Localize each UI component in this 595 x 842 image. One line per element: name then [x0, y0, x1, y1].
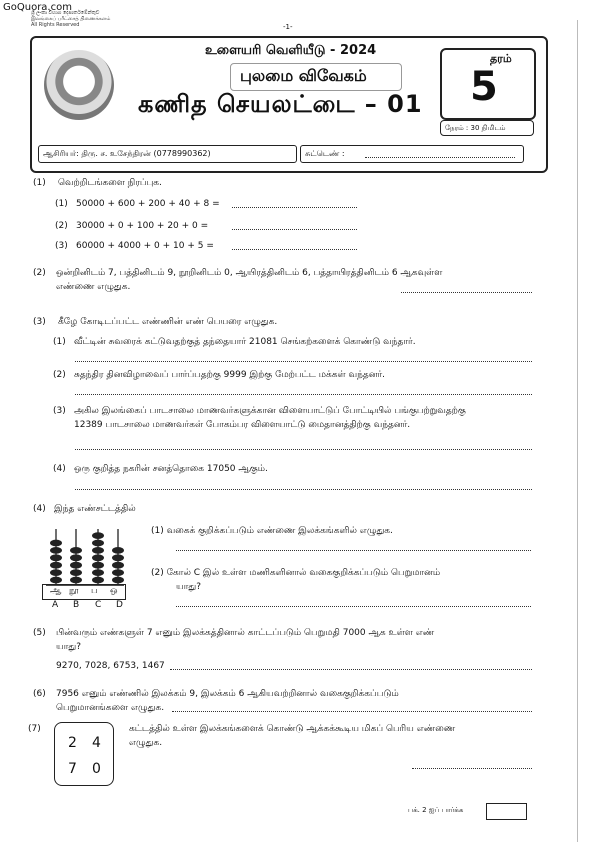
q1-number: (1): [33, 178, 46, 188]
q1-item-2-answer-line[interactable]: [232, 229, 357, 230]
abacus-bead: [92, 569, 104, 576]
corner-line-2: இலங்கைப் பரீட்சைத் திணைக்களம்: [31, 16, 111, 22]
grade-number: 5: [470, 64, 498, 110]
q4-sub-2-line-1: (2) கோல் C இல் உள்ள மணிகளினால் வகைகுறிக்கப்படும் பெறுமானம்: [151, 568, 441, 578]
q5-answer-line[interactable]: [170, 669, 532, 670]
q1-item-3-answer-line[interactable]: [232, 249, 357, 250]
footer-box: [486, 803, 527, 820]
teacher-box: ஆசிரியர்: திரு. ச. உசேந்திரன் (0778990362): [38, 145, 297, 163]
school-logo-icon: [44, 50, 114, 120]
q3-item-4-text: ஒரு குறித்த நகரின் சனத்தொகை 17050 ஆகும்.: [74, 464, 268, 474]
q5-line-1: பின்வரும் எண்களுள் 7 எனும் இலக்கத்தினால் காட்டப்படும் பெறுமதி 7000 ஆக உள்ள எண்: [56, 628, 435, 638]
q1-item-3-expression: 60000 + 4000 + 0 + 10 + 5 =: [76, 241, 214, 251]
q4-number: (4): [33, 504, 46, 514]
abacus-bead: [92, 532, 104, 539]
rod-label-c: C: [95, 600, 102, 610]
series-title: உளையரி வெளியீடு - 2024: [205, 43, 377, 58]
digit-bottom-left: 7: [68, 761, 77, 777]
abacus-bead: [50, 577, 62, 584]
q4-sub-2-answer-line[interactable]: [176, 606, 531, 607]
q3-item-2-text: சுதந்திர தினவிழாவைப் பார்ப்பதற்கு 9999 இற்கு மேற்பட்ட மக்கள் வந்தனர்.: [74, 370, 386, 380]
q1-text: வெற்றிடங்களை நிரப்புக.: [58, 178, 162, 188]
place-label-ones: ஒ: [110, 586, 118, 596]
rod-label-a: A: [52, 600, 59, 610]
corner-line-1: ශ්‍රී ලංකා විභාග දෙපාර්තමේන්තුව: [31, 10, 100, 16]
q1-item-3-number: (3): [55, 241, 68, 251]
abacus-bead: [70, 569, 82, 576]
q6-line-1: 7956 எனும் எண்ணில் இலக்கம் 9, இலக்கம் 6 ஆகியவற்றினால் வகைகுறிக்கப்படும்: [56, 689, 399, 699]
index-number-box[interactable]: [300, 145, 524, 163]
q3-item-1-number: (1): [53, 337, 66, 347]
q3-item-3-answer-line[interactable]: [75, 449, 532, 450]
q3-item-1-answer-line[interactable]: [75, 361, 532, 362]
q5-number: (5): [33, 628, 46, 638]
abacus-bead: [92, 562, 104, 569]
site-watermark: GoQuora.com: [3, 2, 72, 13]
q7-number: (7): [28, 724, 41, 734]
q6-answer-line[interactable]: [172, 711, 532, 712]
abacus-bead: [92, 577, 104, 584]
q5-numbers: 9270, 7028, 6753, 1467: [56, 661, 165, 671]
q4-sub-1-answer-line[interactable]: [176, 550, 531, 551]
digit-top-right: 4: [92, 735, 101, 751]
q3-number: (3): [33, 317, 46, 327]
abacus-bead: [50, 569, 62, 576]
digit-top-left: 2: [68, 735, 77, 751]
abacus-bead: [70, 554, 82, 561]
q7-line-2: எழுதுக.: [129, 738, 163, 748]
abacus-bead: [70, 577, 82, 584]
rod-label-b: B: [73, 600, 80, 610]
place-label-thousands: ஆ: [50, 586, 62, 596]
q3-item-3-line-2: 12389 பாடசாலை மாணவர்கள் போகம்பர விளையாட்டு மைதானத்திற்கு வந்தனர்.: [74, 420, 411, 430]
q3-item-4-answer-line[interactable]: [75, 489, 532, 490]
q1-item-1-answer-line[interactable]: [232, 207, 357, 208]
abacus-bead: [112, 562, 124, 569]
q4-text: இந்த எண்சட்டத்தில்: [54, 504, 136, 514]
corner-line-3: All Rights Reserved: [31, 22, 80, 28]
q7-line-1: கட்டத்தில் உள்ள இலக்கங்களைக் கொண்டு ஆக்கக்கூடிய மிகப் பெரிய எண்ணை: [129, 724, 456, 734]
abacus-bead: [92, 540, 104, 547]
q7-answer-line[interactable]: [412, 768, 532, 769]
q3-item-4-number: (4): [53, 464, 66, 474]
abacus-bead: [50, 554, 62, 561]
q2-number: (2): [33, 268, 46, 278]
abacus-bead: [50, 540, 62, 547]
abacus-rods: [50, 529, 124, 585]
corner-notice: [31, 10, 110, 28]
digit-bottom-right: 0: [92, 761, 101, 777]
program-title: புலமை விவேகம்: [240, 66, 367, 85]
abacus-bead: [50, 547, 62, 554]
q4-sub-2-line-2: யாது?: [176, 582, 202, 592]
abacus-bead: [92, 547, 104, 554]
page-margin-line: [577, 20, 578, 842]
abacus-bead: [112, 569, 124, 576]
grade-label: தரம்: [490, 52, 512, 65]
q5-line-2: யாது?: [56, 642, 82, 652]
digit-grid: [54, 722, 114, 786]
abacus-bead: [50, 562, 62, 569]
q2-line-1: ஒன்றினிடம் 7, பத்தினிடம் 9, நூறினிடம் 0, ஆயிரத்தினிடம் 6, பத்தாயிரத்தினிடம் 6 ஆகவுள்ள: [56, 268, 443, 278]
q2-line-2: எண்ணை எழுதுக.: [56, 282, 131, 292]
index-label: சுட்டெண் :: [305, 149, 345, 158]
abacus-place-row: [42, 584, 126, 600]
q4-sub-1: (1) வகைக் குறிக்கப்படும் எண்ணை இலக்கங்களில் எழுதுக.: [151, 526, 393, 536]
place-label-tens: ப: [91, 586, 98, 596]
q6-number: (6): [33, 689, 46, 699]
q3-item-2-answer-line[interactable]: [75, 394, 532, 395]
q3-item-2-number: (2): [53, 370, 66, 380]
q1-item-1-number: (1): [55, 199, 68, 209]
q3-item-1-text: வீட்டின் சுவரைக் கட்டுவதற்குத் தந்தையார் 21081 செங்கற்களைக் கொண்டு வந்தார்.: [74, 337, 416, 347]
time-box: நேரம் : 30 நிமிடம்: [440, 120, 534, 136]
q2-answer-line[interactable]: [401, 292, 532, 293]
q3-item-3-number: (3): [53, 406, 66, 416]
abacus-bead: [70, 547, 82, 554]
q1-item-1-expression: 50000 + 600 + 200 + 40 + 8 =: [76, 199, 220, 209]
page-number-top: -1-: [283, 23, 293, 31]
abacus-bead: [92, 554, 104, 561]
q3-text: கீழே கோடிடப்பட்ட எண்ணின் எண் பெயரை எழுதுக.: [58, 317, 278, 327]
q3-item-3-line-1: அகில இலங்கைப் பாடசாலை மாணவர்களுக்கான விளையாட்டுப் போட்டியில் பங்குபற்றுவதற்கு: [74, 406, 466, 416]
abacus-bead: [112, 547, 124, 554]
index-answer-line[interactable]: [365, 157, 515, 158]
q1-item-2-number: (2): [55, 221, 68, 231]
q1-item-2-expression: 30000 + 0 + 100 + 20 + 0 =: [76, 221, 209, 231]
footer-turn-page: பக். 2 ஐப் பார்க்க: [408, 806, 464, 814]
q6-line-2: பெறுமானங்களை எழுதுக.: [56, 703, 165, 713]
abacus-bead: [70, 562, 82, 569]
abacus-bead: [112, 577, 124, 584]
rod-label-d: D: [116, 600, 123, 610]
worksheet-title: கணித செயலட்டை – 01: [138, 90, 423, 118]
abacus-bead: [112, 554, 124, 561]
place-label-hundreds: நூ: [69, 586, 79, 596]
